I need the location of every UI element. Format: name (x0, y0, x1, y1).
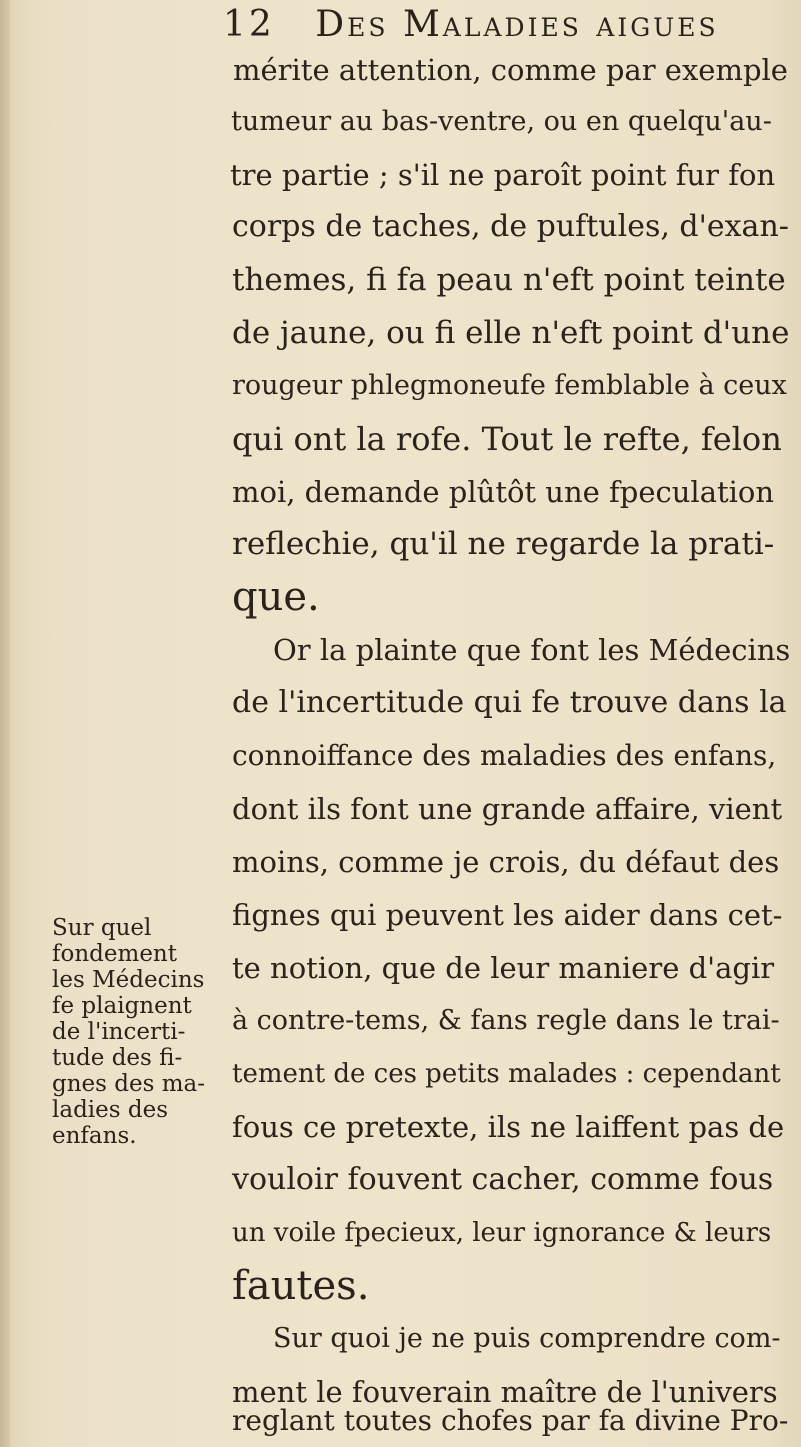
text-line: un voile fpecieux, leur ignorance & leurs (232, 1218, 772, 1248)
margin-note-line: de l'incerti- (52, 1019, 186, 1045)
text-line: rougeur phlegmoneufe femblable à ceux (232, 370, 787, 401)
text-line: corps de taches, de puftules, d'exan- (232, 209, 789, 244)
margin-note-line: gnes des ma- (52, 1071, 206, 1097)
text-line: connoiffance des maladies des enfans, (232, 739, 777, 772)
margin-note-line: ladies des (52, 1097, 169, 1123)
text-line: tumeur au bas-ventre, ou en quelqu'au- (231, 106, 772, 137)
text-line: Or la plainte que font les Médecins (273, 633, 791, 667)
text-line: que. (232, 574, 320, 620)
margin-note-line: Sur quel (52, 915, 152, 941)
page-gutter (0, 0, 10, 1447)
margin-note-line: tude des fi- (52, 1045, 183, 1071)
text-line: reglant toutes chofes par fa divine Pro- (232, 1404, 789, 1437)
text-line: de jaune, ou fi elle n'eft point d'une (232, 315, 790, 351)
text-line: themes, fi fa peau n'eft point teinte (232, 262, 786, 298)
margin-note-line: enfans. (52, 1123, 137, 1149)
text-line: te notion, que de leur maniere d'agir (232, 951, 775, 985)
running-title: Des Maladies aigues (315, 4, 719, 45)
running-header (223, 4, 719, 45)
text-line: fous ce pretexte, ils ne laiffent pas de (232, 1110, 785, 1144)
text-line: reflechie, qu'il ne regarde la prati- (232, 526, 775, 562)
margin-note-line: les Médecins (52, 967, 205, 993)
text-line: dont ils font une grande affaire, vient (232, 792, 783, 826)
text-line: mérite attention, comme par exemple (233, 53, 788, 87)
margin-note-line: fe plaignent (52, 993, 192, 1019)
text-line: moins, comme je crois, du défaut des (232, 845, 780, 879)
text-line: à contre-tems, & fans regle dans le trai- (232, 1005, 780, 1036)
text-line: fignes qui peuvent les aider dans cet- (232, 898, 783, 932)
text-line: de l'incertitude qui fe trouve dans la (232, 685, 787, 720)
text-line: moi, demande plûtôt une fpeculation (232, 475, 775, 509)
page-number: 12 (223, 4, 275, 45)
text-line: qui ont la rofe. Tout le refte, felon (232, 420, 782, 458)
margin-note-line: fondement (52, 941, 177, 967)
text-line: tre partie ; s'il ne paroît point fur fon (230, 158, 776, 192)
margin-note (52, 915, 222, 1149)
text-line: tement de ces petits malades : cependant (232, 1059, 781, 1089)
text-line: fautes. (232, 1263, 370, 1309)
text-line: vouloir fouvent cacher, comme fous (232, 1162, 774, 1197)
text-line: ment le fouverain maître de l'univers (232, 1375, 778, 1409)
text-line: Sur quoi je ne puis comprendre com- (273, 1323, 781, 1354)
